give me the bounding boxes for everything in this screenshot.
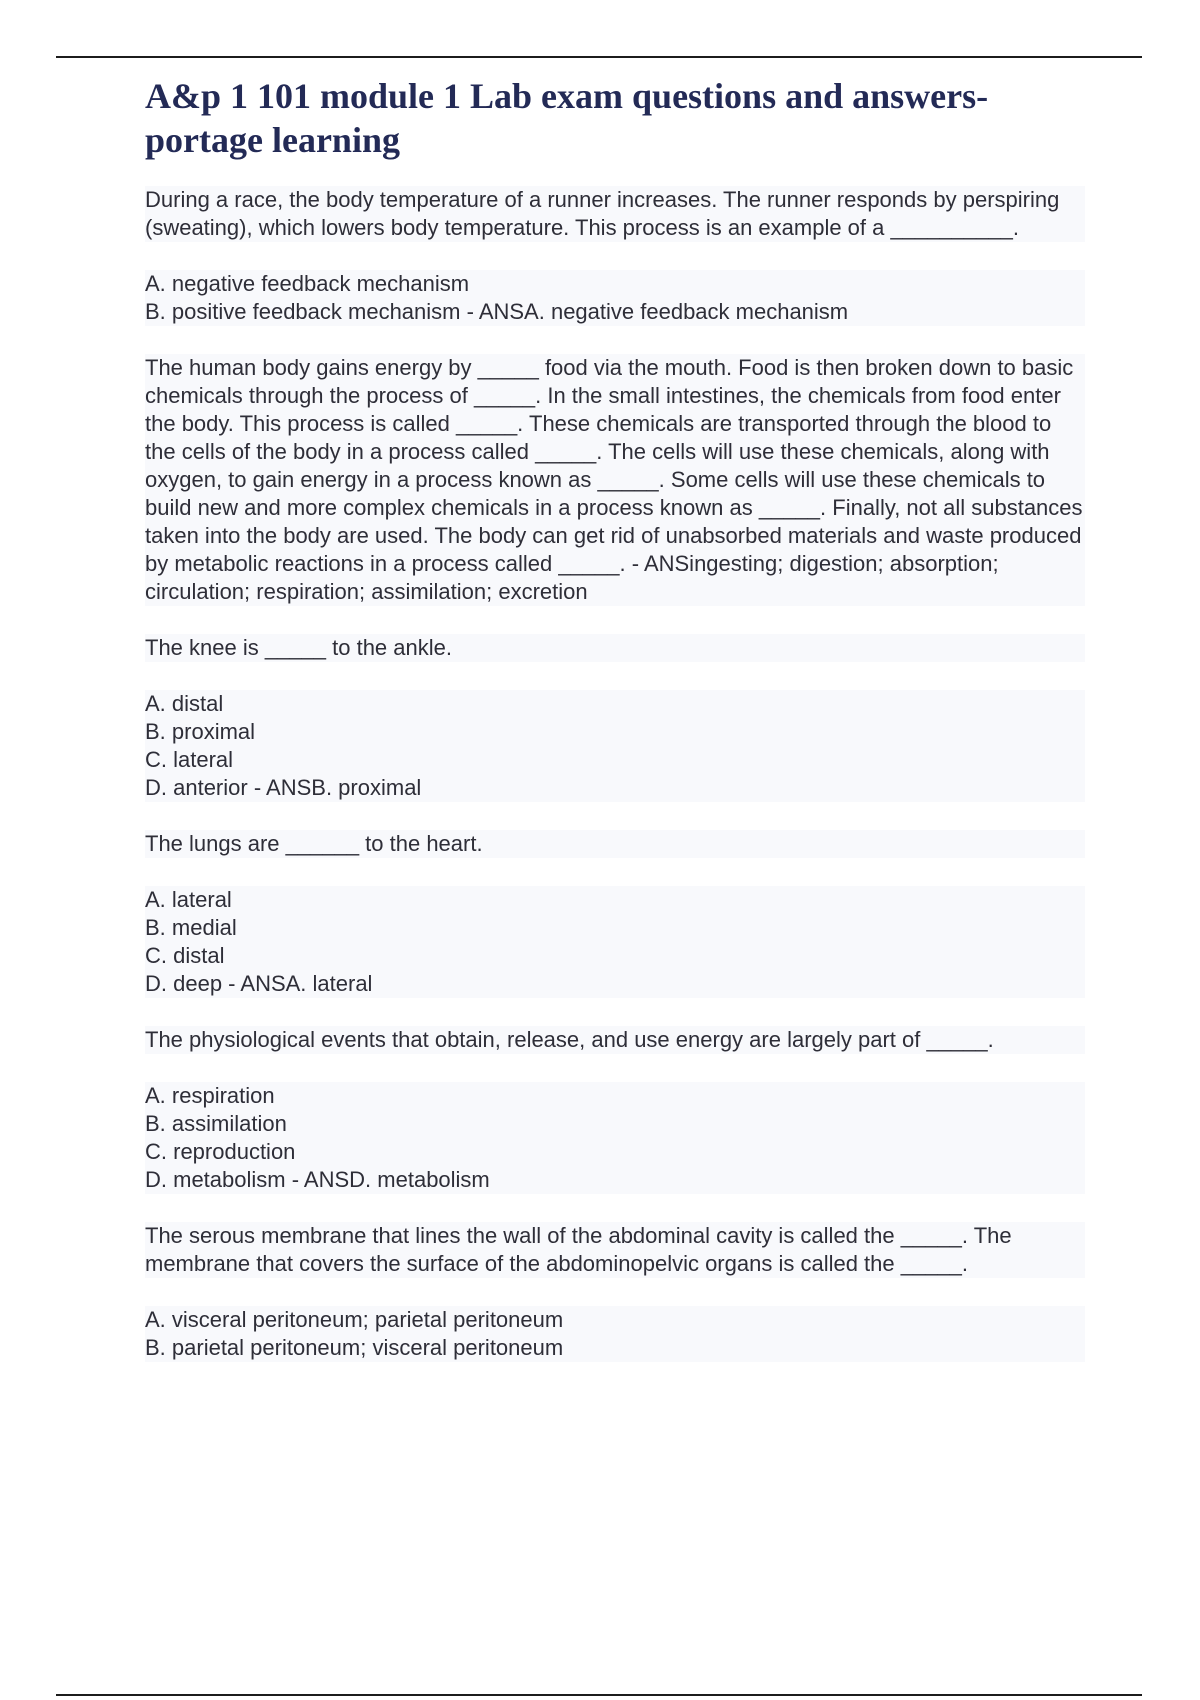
option: B. medial xyxy=(145,915,237,940)
option-with-answer: B. positive feedback mechanism - ANSA. negative feedback mechanism xyxy=(145,299,849,324)
option: B. parietal peritoneum; visceral peritoneum xyxy=(145,1335,564,1360)
option: A. respiration xyxy=(145,1083,275,1108)
option-with-answer: D. anterior - ANSB. proximal xyxy=(145,775,422,800)
option: C. distal xyxy=(145,943,225,968)
option: A. visceral peritoneum; parietal peritoneum xyxy=(145,1307,564,1332)
question-block xyxy=(145,1026,1085,1194)
question-block xyxy=(145,1222,1085,1362)
question-block xyxy=(145,634,1085,802)
option: C. reproduction xyxy=(145,1139,296,1164)
answer-options xyxy=(145,1306,1085,1362)
bottom-divider xyxy=(56,1694,1142,1696)
question-text: The knee is _____ to the ankle. xyxy=(145,634,1085,662)
question-text: The physiological events that obtain, release, and use energy are largely part of _____. xyxy=(145,1026,1085,1054)
option: B. proximal xyxy=(145,719,256,744)
option: A. negative feedback mechanism xyxy=(145,271,470,296)
option-with-answer: D. deep - ANSA. lateral xyxy=(145,971,373,996)
option: B. assimilation xyxy=(145,1111,287,1136)
question-text: During a race, the body temperature of a runner increases. The runner responds by perspiring (sweating), which lowers body temperature. This process is an example of a __________. xyxy=(145,186,1085,242)
question-block xyxy=(145,186,1085,326)
answer-options xyxy=(145,690,1085,802)
option-with-answer: D. metabolism - ANSD. metabolism xyxy=(145,1167,490,1192)
question-block xyxy=(145,354,1089,606)
document-body xyxy=(145,68,1089,1390)
question-block xyxy=(145,830,1085,998)
document-title: A&p 1 101 module 1 Lab exam questions and answers- portage learning xyxy=(145,76,989,160)
top-divider xyxy=(56,56,1142,58)
option: A. distal xyxy=(145,691,224,716)
answer-options xyxy=(145,886,1085,998)
question-text-with-answer: The human body gains energy by _____ food via the mouth. Food is then broken down to basic chemicals through the process of _____. In the small intestines, the chemicals from food enter the body. This process is called _____. These chemicals are transported through the blood to the cells of the body in a process called _____. The cells will use these chemicals, along with oxygen, to gain energy in a process known as _____. Some cells will use these chemicals to build new and more complex chemicals in a process known as _____. Finally, not all substances taken into the body are used. The body can get rid of unabsorbed materials and waste produced by metabolic reactions in a process called _____. - ANSingesting; digestion; absorption; circulation; respiration; assimilation; excretion xyxy=(145,355,1089,604)
answer-options xyxy=(145,270,1085,326)
question-text: The lungs are ______ to the heart. xyxy=(145,830,1085,858)
question-text: The serous membrane that lines the wall of the abdominal cavity is called the _____. The membrane that covers the surface of the abdominopelvic organs is called the _____. xyxy=(145,1222,1085,1278)
answer-options xyxy=(145,1082,1085,1194)
option: A. lateral xyxy=(145,887,232,912)
option: C. lateral xyxy=(145,747,234,772)
